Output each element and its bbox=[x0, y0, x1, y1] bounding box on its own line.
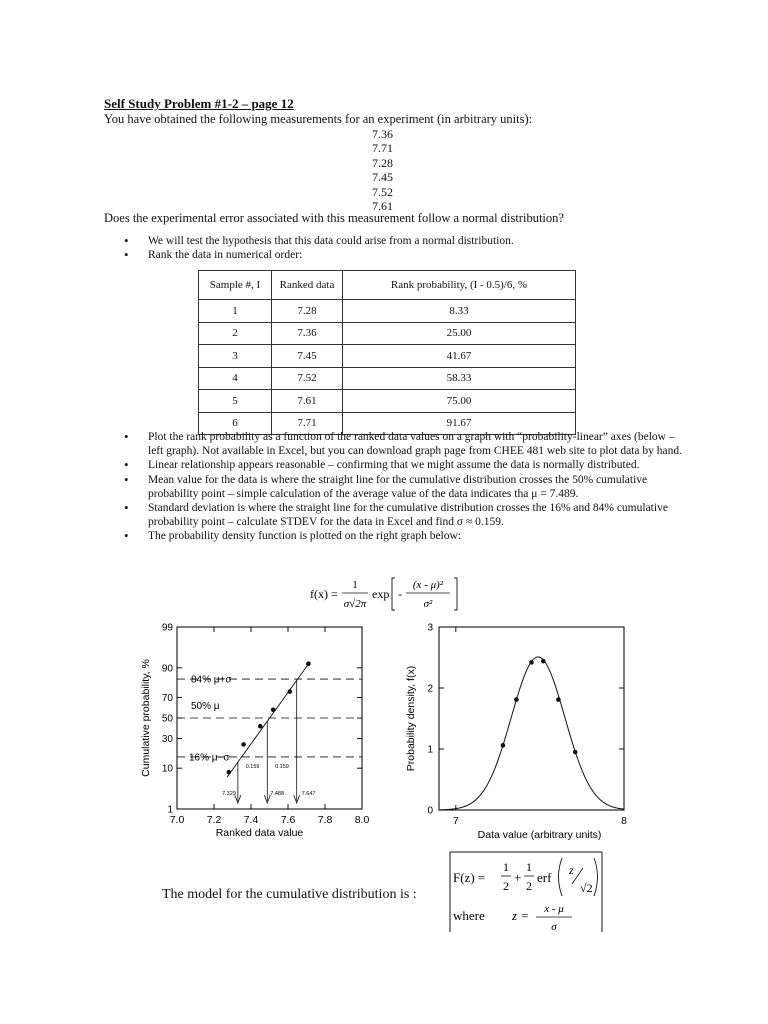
formula-numerator: 1 bbox=[352, 579, 358, 591]
cell-sample: 2 bbox=[199, 322, 272, 345]
left-y-tick-label: 10 bbox=[161, 763, 173, 775]
cdf-half-num: 1 bbox=[503, 860, 509, 874]
question-text: Does the experimental error associated with this measurement follow a normal distribution? bbox=[104, 211, 564, 225]
cdf-lhs: F(z) = bbox=[453, 870, 486, 885]
cdf-sqrt2: √2 bbox=[580, 881, 593, 895]
data-point bbox=[288, 689, 293, 694]
table-row bbox=[199, 367, 576, 390]
cell-probability: 25.00 bbox=[343, 322, 576, 345]
drop-value-label: 7.647 bbox=[301, 791, 316, 797]
right-y-tick-label: 2 bbox=[427, 683, 433, 695]
cdf-z: z bbox=[569, 863, 574, 877]
table-row bbox=[199, 390, 576, 413]
measurement-value: 7.52 bbox=[372, 184, 393, 199]
left-y-tick-label: 1 bbox=[167, 804, 173, 816]
probability-density-chart bbox=[402, 612, 637, 847]
left-x-tick-label: 7.0 bbox=[169, 814, 185, 826]
left-y-tick-label: 99 bbox=[161, 622, 173, 634]
table-header-row bbox=[199, 271, 576, 300]
left-y-tick-label: 70 bbox=[161, 692, 173, 704]
model-text: The model for the cumulative distribution is : bbox=[162, 887, 417, 902]
left-y-tick-label: 90 bbox=[161, 663, 173, 675]
formula-inner-denominator: σ² bbox=[423, 598, 433, 610]
right-x-axis-label: Data value (arbitrary units) bbox=[477, 829, 602, 841]
cell-probability: 41.67 bbox=[343, 345, 576, 368]
right-y-axis-label: Probability density, f(x) bbox=[405, 665, 417, 772]
bullet-item: • Rank the data in numerical order: bbox=[124, 248, 644, 262]
bullet-item: • Plot the rank probability as a function of the ranked data values on a graph with “probability-linear” axes (below – left graph). Not available in Excel, but you can download graph page from CHEE 481 web site to plot data by hand. bbox=[124, 430, 684, 458]
header-rank-probability: Rank probability, (I - 0.5)/6, % bbox=[343, 271, 576, 300]
cell-probability: 58.33 bbox=[343, 367, 576, 390]
rank-table bbox=[198, 270, 576, 435]
cell-ranked: 7.71 bbox=[272, 412, 343, 435]
header-sample: Sample #, I bbox=[199, 271, 272, 300]
right-x-tick-label: 7 bbox=[452, 815, 459, 827]
cdf-z-equals: z = bbox=[512, 908, 530, 923]
cell-sample: 3 bbox=[199, 345, 272, 368]
data-point bbox=[529, 660, 534, 665]
bottom-bullet-list bbox=[124, 430, 684, 544]
cell-sample: 4 bbox=[199, 367, 272, 390]
measurement-value: 7.45 bbox=[372, 170, 393, 185]
density-curve bbox=[439, 657, 624, 810]
cell-sample: 1 bbox=[199, 300, 272, 323]
cell-ranked: 7.28 bbox=[272, 300, 343, 323]
cell-sample: 5 bbox=[199, 390, 272, 413]
top-bullet-list bbox=[124, 234, 644, 262]
interval-label: 0.159 bbox=[245, 764, 260, 771]
cell-ranked: 7.36 bbox=[272, 322, 343, 345]
right-plot-frame bbox=[439, 627, 624, 810]
table-row bbox=[199, 300, 576, 323]
bullet-item: • Linear relationship appears reasonable – confirming that we might assume the data is normally distributed. bbox=[124, 458, 684, 472]
measurement-value: 7.71 bbox=[372, 141, 393, 156]
cumulative-probability-chart bbox=[135, 612, 390, 847]
drop-value-label: 7.329 bbox=[222, 791, 236, 797]
reference-label-50: 50% μ bbox=[191, 701, 220, 712]
data-point bbox=[501, 743, 506, 748]
left-x-tick-label: 7.8 bbox=[317, 814, 333, 826]
cdf-half-den: 2 bbox=[503, 879, 509, 893]
reference-label-84: 84% μ+σ bbox=[191, 674, 232, 686]
cdf-formula bbox=[448, 850, 608, 932]
formula-minus: - bbox=[398, 587, 402, 601]
right-y-tick-label: 1 bbox=[427, 744, 433, 756]
page-title: Self Study Problem #1-2 – page 12 bbox=[104, 96, 294, 111]
intro-text: You have obtained the following measurements for an experiment (in arbitrary units): bbox=[104, 112, 533, 126]
bullet-item: • Mean value for the data is where the straight line for the cumulative distribution crosses the 50% cumulative probability point – simple calculation of the average value of the data indicates tha μ = 7.489. bbox=[124, 473, 684, 501]
right-y-tick-label: 3 bbox=[427, 622, 433, 634]
data-point bbox=[227, 770, 232, 775]
data-point bbox=[556, 697, 561, 702]
drop-value-label: 7.488 bbox=[270, 791, 285, 797]
cdf-zeq-num: x - μ bbox=[544, 903, 564, 915]
reference-label-16: 16% μ−σ bbox=[189, 752, 230, 764]
left-x-axis-label: Ranked data value bbox=[215, 827, 304, 839]
cell-ranked: 7.61 bbox=[272, 390, 343, 413]
formula-inner-numerator: (x - μ)² bbox=[412, 579, 444, 591]
right-y-tick-label: 0 bbox=[427, 805, 433, 817]
bullet-item: • The probability density function is plotted on the right graph below: bbox=[124, 529, 684, 543]
formula-denominator: σ√2π bbox=[343, 598, 367, 610]
cell-ranked: 7.52 bbox=[272, 367, 343, 390]
data-point bbox=[241, 742, 246, 747]
right-x-tick-label: 8 bbox=[621, 815, 627, 827]
table-row bbox=[199, 322, 576, 345]
left-y-tick-label: 50 bbox=[161, 713, 173, 725]
measurement-value: 7.28 bbox=[372, 155, 393, 170]
pdf-formula bbox=[306, 574, 466, 614]
cell-sample: 6 bbox=[199, 412, 272, 435]
formula-lhs: f(x) = bbox=[310, 587, 338, 601]
data-point bbox=[514, 697, 519, 702]
cdf-half2-den: 2 bbox=[526, 879, 532, 893]
left-x-tick-label: 7.2 bbox=[206, 814, 222, 826]
data-point bbox=[271, 707, 276, 712]
data-point bbox=[573, 750, 578, 755]
cdf-where: where bbox=[453, 908, 485, 923]
measurement-list bbox=[372, 127, 393, 213]
cdf-zeq-den: σ bbox=[551, 921, 557, 932]
cell-probability: 91.67 bbox=[343, 412, 576, 435]
data-point bbox=[258, 724, 263, 729]
left-x-tick-label: 7.6 bbox=[280, 814, 296, 826]
table-row bbox=[199, 345, 576, 368]
interval-label: 0.159 bbox=[275, 764, 289, 771]
formula-exp: exp bbox=[372, 587, 390, 601]
measurement-value: 7.36 bbox=[372, 127, 393, 141]
bullet-item: • We will test the hypothesis that this data could arise from a normal distribution. bbox=[124, 234, 644, 248]
data-point bbox=[306, 662, 311, 667]
cell-probability: 8.33 bbox=[343, 300, 576, 323]
bullet-item: • Standard deviation is where the straight line for the cumulative distribution crosses the 16% and 84% cumulative probability point – calculate STDEV for the data in Excel and find σ ≈ 0.159. bbox=[124, 501, 684, 529]
header-ranked: Ranked data bbox=[272, 271, 343, 300]
cell-ranked: 7.45 bbox=[272, 345, 343, 368]
measurement-value: 7.61 bbox=[372, 199, 393, 214]
left-y-axis-label: Cumulative probability, % bbox=[140, 659, 152, 777]
cdf-half2-num: 1 bbox=[526, 860, 532, 874]
cdf-erf: erf bbox=[537, 870, 552, 885]
left-x-tick-label: 7.4 bbox=[243, 814, 259, 826]
left-x-tick-label: 8.0 bbox=[354, 814, 370, 826]
left-y-tick-label: 30 bbox=[161, 734, 173, 746]
cell-probability: 75.00 bbox=[343, 390, 576, 413]
data-point bbox=[541, 659, 546, 664]
cdf-plus: + bbox=[514, 870, 522, 885]
